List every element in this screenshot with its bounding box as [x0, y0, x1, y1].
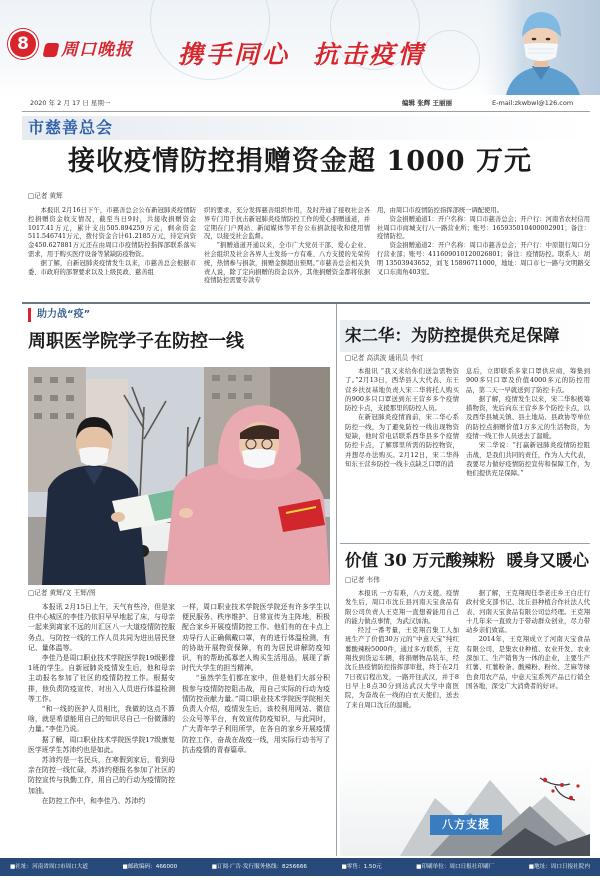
- paragraph: 据了解，疫情发生以来，宋二华积极筹措物资，先后向东王营乡多个防控卡点，以及西华县城关镇、县土地局、县政协等单位的防控点捐赠价值1万多元的生活物资，为疫情一线工作人员送去了温暖。: [466, 394, 590, 441]
- paragraph: 据了解，王克翔现任李老庄乡王白庄行政村党支部书记、沈丘县种植合作社法人代表、河南天宝食品有限公司总经理。王克翔十几年来一直致力于带动群众创业，尽力带动乡亲们致富。: [466, 589, 590, 635]
- main-article-column-3: [377, 207, 590, 299]
- newspaper-logo: [44, 38, 133, 62]
- song-article-column-2: [466, 367, 590, 539]
- main-article-kicker: 市慈善总会: [28, 118, 114, 137]
- page-number: 8: [10, 31, 36, 57]
- masthead: [0, 0, 600, 96]
- paragraph: 本报讯 一方有难，八方支援。疫情发生后，周口市沈丘县河南天宝食品有限公司负责人王克翔一直想着能用自己的能力做点事情，为武汉加油。: [345, 589, 459, 625]
- column-divider: [336, 304, 337, 856]
- footer-printer: ■印刷单位：周口日报社印刷厂: [416, 864, 495, 870]
- paragraph: 一样，周口职业技术学院医学院还有许多学生以便民服务、秩序维护、日常宣传为主阵地，积极配合家乡开展疫情防控工作。他们有的在卡点上劝导行人正确佩戴口罩，有的进行体温检测，有的协助开展物资保障，有的为居民讲解防疫知识，有的帮助孤寡老人购买生活用品，展现了新时代大学生的担当精神。: [182, 603, 330, 673]
- main-article-column-1: [28, 207, 196, 299]
- ink-wash-painting: [340, 758, 590, 856]
- decorative-circle: [420, 30, 480, 90]
- paragraph: 在防控工作中，和李佳乃、苏沛约: [41, 796, 146, 805]
- main-article-byline: □记者 黄辉: [28, 192, 63, 200]
- paragraph: 资金捐赠通道1：开户名称：周口市慈善总会；开户行：河南省农村信用社周口市商城支行八一路营业所；账号：165935010400002901；备注：疫情防控。: [377, 215, 590, 241]
- main-article-headline: 接收疫情防控捐赠资金超 1000 万元: [68, 146, 532, 177]
- paragraph: 息后，立即联系多家口罩供应商，筹集到900多只口罩及价值4000多元的防控用品，第二天一早就送到了防控卡点。: [466, 367, 590, 394]
- noodles-article-headline: 价值 30 万元酸辣粉 暖身又暖心: [345, 551, 589, 570]
- footer-bar: [0, 858, 600, 876]
- page-banner-title: 携手同心 抗击疫情: [178, 40, 426, 69]
- paragraph: “和一线的医护人员相比，我做的这点不算啥，就是希望能用自己的知识尽自己一份微薄的力量。”李佳乃说。: [28, 705, 175, 734]
- section-label: 八方支援: [430, 815, 502, 835]
- footer-address: ■社址：河南省周口市周口大道: [10, 864, 89, 870]
- paragraph: 在新冠肺炎疫情面前，宋二华心系防控一线，为了避免防控一线出现物资短缺，他时常电话联系西华县多个疫情防控卡点，了解那里所需的防控物资，并想尽办法购买。2月12日，宋二华得知东王营乡防控一线卡点缺乏口罩的消: [345, 413, 459, 468]
- dateline: [0, 97, 600, 110]
- divider: [22, 111, 590, 112]
- song-article-headline: 宋二华：为防控提供充足保障: [345, 326, 560, 345]
- footer-postcode: ■邮政编码：466000: [122, 864, 178, 870]
- noodles-article-byline: □记者 韦伟: [345, 576, 380, 584]
- main-article-column-2: [204, 207, 370, 299]
- issue-date: 2020 年 2 月 17 日 星期一: [30, 99, 111, 107]
- paragraph: 资金捐赠通道2：开户名称：周口市慈善总会；开户行：中原银行周口分行营业部；账号：411609010120026801；备注：疫情防控。联系人：胡明 13503943652，刘飞 15896711000，地址：周口市七一路与文明路交叉口东南角403室。: [377, 242, 590, 276]
- paragraph: 织的要求，充分发挥慈善组织作用，及时开通了接收社会各界专门用于抗击新冠肺炎疫情防控工作的爱心捐赠通道，并定期在门户网站、新闻媒体等平台公布捐款接收和使用情况，以接受社会监督。: [204, 207, 370, 241]
- students-article-column-1: [28, 602, 175, 854]
- paragraph: 宋二华说：“打赢新冠肺炎疫情防控阻击战，是我们共同的责任，作为人大代表，我要尽力做好疫情防控宣传和保障工作，为他们提供充足保障。”: [466, 441, 590, 478]
- students-article-kicker: 助力战“疫”: [28, 308, 90, 322]
- paragraph: 据了解，自新冠肺炎疫情发生以来，市慈善总会根据市委、市政府的部署要求以及上级民政、慈善组: [28, 259, 196, 276]
- paragraph: 本报讯 “我又来给你们送急需物资了。”2月13日，西华县人大代表、东王营乡扶贫基地负责人宋二华将托人购买的900多只口罩送到东王营乡多个疫情防控卡点，支援那里的防控人员。: [345, 367, 459, 413]
- section-divider: [22, 302, 590, 304]
- students-volunteer-photo: [28, 367, 330, 585]
- paragraph: 用，由周口市疫情防控指挥部统一调配使用。: [377, 207, 503, 214]
- students-photo-caption: □记者 黄辉/文 王辉/图: [28, 589, 96, 597]
- song-article-column-1: [345, 367, 459, 539]
- students-article-headline: 周职医学院学子在防控一线: [28, 331, 244, 352]
- paragraph: 本报讯 2月16日下午，市慈善总会公布新冠肺炎疫情防控捐赠资金收支情况，截至当日9时，共接收捐赠资金1017.41万元，累计支出505.894259万元，剩余资金511.546741万元，拨付资金合计61.2185万元，待定向资金450.627881万元还在由周口市疫情防控指挥部联系落实需求，用于购买医疗设备等紧缺防疫物资。: [28, 207, 196, 258]
- editor-credit: 编辑 张辉 王丽丽: [402, 99, 453, 107]
- contact-email: E-mail:zkwbwl@126.com: [492, 99, 574, 107]
- footer-hotline: ■订阅·广告·发行服务热线：8256666: [211, 864, 307, 870]
- footer-price: ■零售：1.50元: [341, 864, 382, 870]
- paragraph: “捐赠通道开通以来，全市广大党员干部、爱心企业、社会组织及社会各界人士发扬一方有难、八方支援的光荣传统，热情参与捐款，捐赠金额超出预期。”市慈善总会相关负责人说，除了定向捐赠的资金以外，其他捐赠资金都将依据疫情防控需要专款专: [204, 242, 370, 285]
- logo-text: 周口晚报: [61, 40, 133, 60]
- footer-printer-address: ■地址：周口日报社院内: [528, 864, 590, 870]
- logo-emblem-icon: [43, 43, 60, 57]
- paragraph: 2014年，王克翔成立了河南天宝食品有限公司，是集农业种植、农业开发、农业深加工、生产销售为一体的企业，主要生产红薯、红薯粉条、酸辣粉、粉丝、芝麻等绿色食用农产品，中意天宝系列产品已行销全国各地，深受广大消费者的好评。: [466, 635, 590, 690]
- noodles-article-column-1: [345, 589, 459, 757]
- paragraph: “虽然学生们都在家中，但是他们大部分积极参与疫情防控阻击战，用自己实际的行动为疫情防控贡献力量。”周口职业技术学院医学院相关负责人介绍，疫情发生后，该校利用网站、微信公众号等平台，有效宣传防疫知识，与此同时，广大青年学子利用所学，在各自的家乡开展疫情防控工作，奋战在战疫一线，用实际行动书写了抗击疫情的青春篇章。: [182, 674, 330, 754]
- paragraph: 据了解，周口职业技术学院医学院17级康复医学班学生苏沛约也是如此。: [28, 735, 175, 754]
- paragraph: 李佳乃是周口职业技术学院医学院19级影像1班的学生。自新冠肺炎疫情发生后，他和母亲主动报名参加了社区的疫情防控工作。根据安排，他负责防疫宣传，对出入人员进行体温检测等工作。: [28, 654, 175, 703]
- students-article-column-2: [182, 602, 330, 854]
- song-article-byline: □记者 高洪波 通讯员 李红: [345, 354, 424, 362]
- section-divider: [340, 543, 590, 544]
- paragraph: 经过一番考量，王克翔召集工人加班生产了价值30万元的“中意天宝”纯红薯酸辣粉5000件，通过多方联系，王克翔找到货运车辆，将捐赠物品装车，经沈丘县疫情防控指挥部审批，终于在2月7日夜启程出发，一路开往武汉，并于8日早上8点30分到达武汉大学中南医院，为奋战在一线的白衣天使们，送去了来自周口沈丘的温暖。: [345, 626, 459, 709]
- paragraph: 苏沛约是一名民兵，在寒假到家后，看到母亲在防控一线忙碌，苏沛约便报名参加了社区的防控宣传与执勤工作，用自己的行动为疫情防控加油。: [28, 756, 175, 795]
- paragraph: 本报讯 2月15日上午，天气有些冷，但是家住中心城区的李佳乃依旧早早地起了床，与母亲一起来到离家不远的川汇区八一大道疫情防控服务点，与防控一线的工作人员共同为进出居民登记、量体温等。: [28, 603, 175, 652]
- noodles-article-column-2: [466, 589, 590, 757]
- medical-worker-photo: [480, 0, 600, 95]
